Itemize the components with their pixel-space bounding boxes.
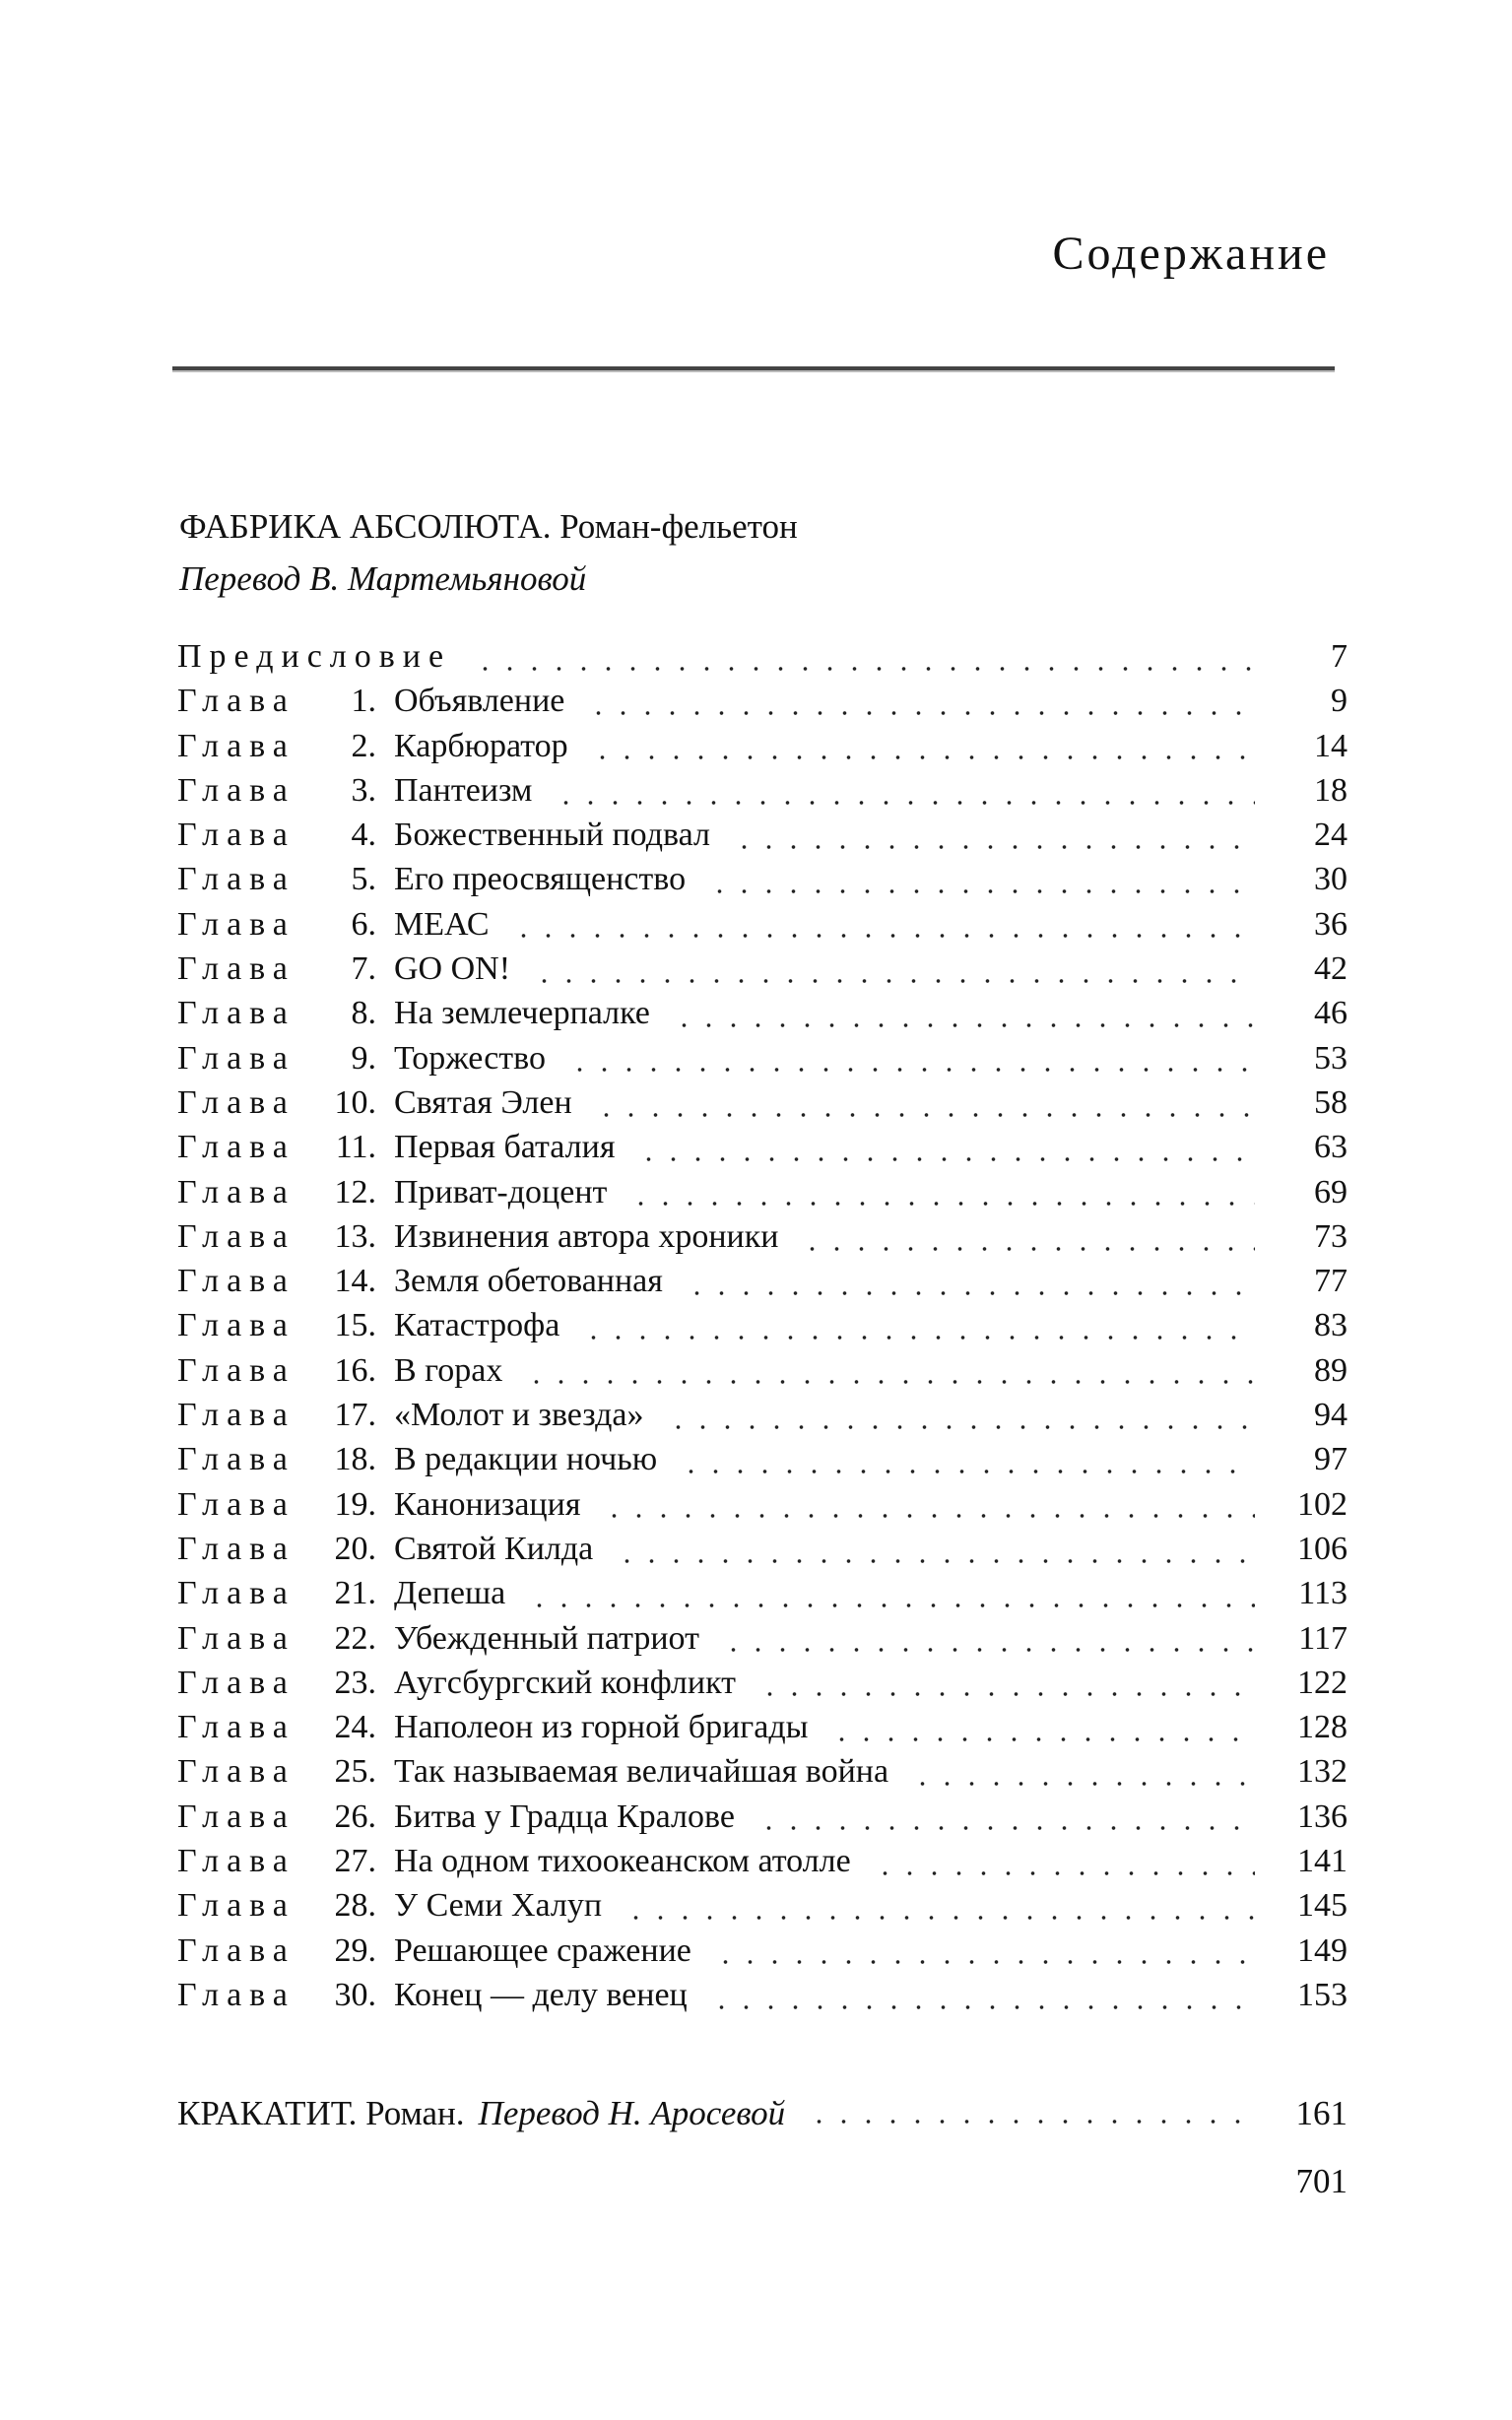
- toc-entry-label: [177, 728, 568, 765]
- toc-page-number: 53: [1314, 1039, 1348, 1077]
- dot-leader: [713, 1959, 1255, 1965]
- toc-entry-chapter[interactable]: [177, 1218, 1348, 1263]
- chapter-title: Первая баталия: [394, 1129, 616, 1166]
- toc-entry-preface[interactable]: [177, 638, 1348, 683]
- translator-credit: Перевод В. Мартемьяновой: [179, 559, 587, 598]
- chapter-word: Глава: [177, 1083, 296, 1121]
- toc-entry-chapter[interactable]: [177, 1441, 1348, 1485]
- chapter-title: На землечерпалке: [394, 995, 650, 1032]
- toc-entry-chapter[interactable]: [177, 1174, 1348, 1218]
- dot-leader: [709, 2004, 1255, 2010]
- chapter-word: Глава: [177, 1753, 296, 1791]
- chapter-title: В горах: [394, 1351, 503, 1389]
- toc-entry-chapter[interactable]: [177, 772, 1348, 817]
- toc-entry-chapter[interactable]: [177, 1932, 1348, 1977]
- chapter-title: Депеша: [394, 1575, 506, 1612]
- toc-entry-label: [177, 995, 650, 1032]
- chapter-word: Глава: [177, 727, 296, 764]
- toc-entry-chapter[interactable]: [177, 1665, 1348, 1709]
- toc-entry-chapter[interactable]: [177, 1887, 1348, 1931]
- toc-page-number: 94: [1314, 1397, 1348, 1434]
- chapter-title: МЕАС: [394, 905, 490, 943]
- chapter-word: Глава: [177, 1843, 296, 1880]
- chapter-number: 14.: [334, 1263, 376, 1300]
- toc-page-number: 136: [1297, 1798, 1348, 1835]
- chapter-number: 1.: [351, 683, 376, 720]
- chapter-title: Земля обетованная: [394, 1263, 663, 1300]
- toc-page-number: 73: [1314, 1217, 1348, 1255]
- chapter-number: 8.: [351, 995, 376, 1032]
- dot-leader: [581, 1335, 1255, 1341]
- chapter-number: 19.: [334, 1485, 376, 1523]
- chapter-number: 16.: [334, 1351, 376, 1389]
- toc-entry-label: [177, 1977, 688, 2014]
- chapter-title: Наполеон из горной бригады: [394, 1709, 809, 1746]
- dot-leader: [624, 1915, 1255, 1921]
- toc-page-number: 113: [1298, 1575, 1348, 1612]
- toc-entry-label: [177, 1307, 559, 1344]
- toc-entry-label: [177, 1040, 546, 1078]
- dot-leader: [473, 666, 1255, 672]
- chapter-number: 28.: [334, 1887, 376, 1925]
- title-rule: [172, 366, 1335, 372]
- toc-page-number: 97: [1314, 1441, 1348, 1478]
- toc-page-number: 14: [1314, 727, 1348, 764]
- dot-leader: [679, 1469, 1255, 1474]
- dot-leader: [554, 800, 1255, 806]
- toc-page-number: 149: [1297, 1931, 1348, 1969]
- dot-leader: [511, 933, 1255, 939]
- chapter-title: Карбюратор: [394, 727, 568, 764]
- toc-entry-chapter[interactable]: [177, 1129, 1348, 1173]
- chapter-title: В редакции ночью: [394, 1441, 658, 1478]
- toc-entry-label: [177, 817, 710, 854]
- toc-page-number: 46: [1314, 995, 1348, 1032]
- chapter-word: Глава: [177, 1441, 296, 1478]
- chapter-title: На одном тихоокеанском атолле: [394, 1843, 851, 1880]
- toc-entry-label: [177, 1575, 505, 1612]
- chapter-word: Глава: [177, 861, 296, 898]
- toc-entry-label: [177, 1084, 572, 1122]
- chapter-title: Аугсбургский конфликт: [394, 1664, 737, 1701]
- dot-leader: [707, 888, 1255, 894]
- second-work-title: КРАКАТИТ. Роман.: [177, 2094, 465, 2132]
- chapter-word: Глава: [177, 683, 296, 720]
- toc-page-number: 106: [1297, 1530, 1348, 1567]
- toc-page-number: 7: [1331, 638, 1348, 675]
- toc-entry-chapter[interactable]: [177, 1575, 1348, 1619]
- chapter-title: Пантеизм: [394, 771, 533, 809]
- toc-page-number: 122: [1297, 1664, 1348, 1701]
- toc-entry-label: [177, 1174, 607, 1211]
- chapter-word: Глава: [177, 1129, 296, 1166]
- chapter-word: Глава: [177, 1485, 296, 1523]
- chapter-title: Святая Элен: [394, 1083, 572, 1121]
- toc-page-number: 102: [1297, 1485, 1348, 1523]
- chapter-word: Глава: [177, 1931, 296, 1969]
- toc-entry-label: [177, 683, 564, 720]
- toc-entry-label: [177, 1263, 663, 1300]
- chapter-title: Божественный подвал: [394, 817, 710, 854]
- chapter-title: Святой Килда: [394, 1530, 594, 1567]
- chapter-number: 7.: [351, 950, 376, 988]
- toc-entry-chapter[interactable]: [177, 1263, 1348, 1307]
- dot-leader: [594, 1112, 1255, 1118]
- dot-leader: [756, 1825, 1255, 1831]
- chapter-number: 3.: [351, 771, 376, 809]
- chapter-number: 20.: [334, 1530, 376, 1567]
- page-title: Содержание: [1052, 228, 1330, 280]
- toc-entry-label: Предисловие: [177, 638, 452, 675]
- chapter-word: Глава: [177, 1173, 296, 1210]
- toc-page-number: 9: [1331, 683, 1348, 720]
- chapter-number: 29.: [334, 1931, 376, 1969]
- chapter-number: 27.: [334, 1843, 376, 1880]
- chapter-word: Глава: [177, 1217, 296, 1255]
- chapter-title: Объявление: [394, 683, 565, 720]
- toc-page-number: 63: [1314, 1129, 1348, 1166]
- toc-page-number: 69: [1314, 1173, 1348, 1210]
- chapter-title: Так называемая величайшая война: [394, 1753, 889, 1791]
- toc-page-number: 18: [1314, 771, 1348, 809]
- chapter-number: 13.: [334, 1217, 376, 1255]
- chapter-number: 30.: [334, 1976, 376, 2013]
- chapter-word: Глава: [177, 1397, 296, 1434]
- toc-page-number: 77: [1314, 1263, 1348, 1300]
- chapter-word: Глава: [177, 1887, 296, 1925]
- chapter-word: Глава: [177, 1575, 296, 1612]
- dot-leader: [829, 1736, 1255, 1742]
- chapter-title: Приват-доцент: [394, 1173, 608, 1210]
- toc-entry-label: [177, 950, 510, 988]
- toc-entry-chapter[interactable]: [177, 906, 1348, 950]
- toc-entry-chapter[interactable]: [177, 728, 1348, 772]
- chapter-title: Убежденный патриот: [394, 1619, 699, 1657]
- chapter-word: Глава: [177, 1976, 296, 2013]
- toc-entry-chapter[interactable]: [177, 1531, 1348, 1575]
- toc-entry-label: [177, 1352, 502, 1390]
- toc-entry-label: [177, 906, 490, 944]
- toc-entry-chapter[interactable]: [177, 1799, 1348, 1843]
- chapter-word: Глава: [177, 1039, 296, 1077]
- dot-leader: [757, 1691, 1255, 1697]
- chapter-title: Его преосвященство: [394, 861, 687, 898]
- toc-entry-label: [177, 861, 686, 898]
- dot-leader: [636, 1156, 1255, 1162]
- chapter-word: Глава: [177, 1530, 296, 1567]
- chapter-word: Глава: [177, 950, 296, 988]
- toc-entry-chapter[interactable]: [177, 683, 1348, 727]
- chapter-number: 22.: [334, 1619, 376, 1657]
- dot-leader: [602, 1513, 1255, 1519]
- toc-entry-label: [177, 1531, 593, 1568]
- toc-page-number: 117: [1298, 1619, 1348, 1657]
- page-folio: 701: [1295, 2162, 1348, 2200]
- chapter-title: Торжество: [394, 1039, 546, 1077]
- dot-leader: [527, 1602, 1255, 1608]
- toc-page-number: 36: [1314, 905, 1348, 943]
- chapter-title: Катастрофа: [394, 1307, 560, 1344]
- toc-entry-label: [177, 1441, 657, 1478]
- dot-leader: [567, 1067, 1255, 1073]
- chapter-word: Глава: [177, 995, 296, 1032]
- chapter-word: Глава: [177, 1619, 296, 1657]
- dot-leader: [732, 844, 1255, 850]
- toc-page-number: 30: [1314, 861, 1348, 898]
- chapter-number: 17.: [334, 1397, 376, 1434]
- toc-entry-label: [177, 1709, 808, 1746]
- toc-entry-chapter[interactable]: [177, 1753, 1348, 1798]
- toc-entry-label: [177, 1129, 615, 1166]
- chapter-number: 6.: [351, 905, 376, 943]
- chapter-word: Глава: [177, 1798, 296, 1835]
- dot-leader: [807, 2119, 1255, 2125]
- dot-leader: [910, 1781, 1255, 1787]
- chapter-title: Извинения автора хроники: [394, 1217, 779, 1255]
- toc-entry-chapter[interactable]: [177, 1352, 1348, 1397]
- chapter-title: GO ON!: [394, 950, 511, 988]
- chapter-word: Глава: [177, 1664, 296, 1701]
- toc-page-number: 42: [1314, 950, 1348, 988]
- dot-leader: [672, 1022, 1255, 1028]
- toc-entry-label: [177, 1665, 736, 1702]
- toc-entry-label: [177, 772, 532, 810]
- chapter-number: 21.: [334, 1575, 376, 1612]
- chapter-title: Конец — делу венец: [394, 1976, 688, 2013]
- toc-entry-chapter[interactable]: [177, 1040, 1348, 1084]
- dot-leader: [800, 1246, 1255, 1252]
- chapter-number: 23.: [334, 1664, 376, 1701]
- chapter-number: 15.: [334, 1307, 376, 1344]
- chapter-number: 4.: [351, 817, 376, 854]
- dot-leader: [532, 978, 1255, 984]
- dot-leader: [586, 710, 1255, 716]
- toc-entry-label: [177, 1218, 778, 1256]
- toc-page-number: 24: [1314, 817, 1348, 854]
- toc-entry-chapter[interactable]: [177, 1486, 1348, 1531]
- toc-page-number: 128: [1297, 1709, 1348, 1746]
- chapter-title: Решающее сражение: [394, 1931, 691, 1969]
- chapter-list: [177, 683, 1348, 2021]
- toc-entry-label: [177, 1843, 851, 1880]
- chapter-title: «Молот и звезда»: [394, 1397, 644, 1434]
- chapter-word: Глава: [177, 1307, 296, 1344]
- chapter-word: Глава: [177, 905, 296, 943]
- toc-entry-label: [177, 1486, 580, 1524]
- dot-leader: [666, 1424, 1255, 1430]
- chapter-number: 26.: [334, 1798, 376, 1835]
- toc-entry-chapter[interactable]: [177, 1307, 1348, 1351]
- chapter-number: 2.: [351, 727, 376, 764]
- toc-page-number: 89: [1314, 1351, 1348, 1389]
- table-of-contents: [177, 638, 1348, 2021]
- dot-leader: [615, 1558, 1255, 1564]
- chapter-number: 25.: [334, 1753, 376, 1791]
- chapter-word: Глава: [177, 771, 296, 809]
- chapter-number: 11.: [335, 1129, 376, 1166]
- chapter-number: 10.: [334, 1083, 376, 1121]
- chapter-word: Глава: [177, 1351, 296, 1389]
- dot-leader: [685, 1290, 1255, 1296]
- toc-entry-chapter[interactable]: [177, 950, 1348, 995]
- chapter-title: Битва у Градца Кралове: [394, 1798, 735, 1835]
- work-title: ФАБРИКА АБСОЛЮТА. Роман-фельетон: [179, 507, 798, 546]
- chapter-word: Глава: [177, 1709, 296, 1746]
- toc-entry-label: [177, 1397, 644, 1434]
- chapter-title: Канонизация: [394, 1485, 581, 1523]
- chapter-number: 9.: [351, 1039, 376, 1077]
- toc-page-number: 145: [1297, 1887, 1348, 1925]
- toc-entry-chapter[interactable]: [177, 1084, 1348, 1129]
- chapter-number: 12.: [334, 1173, 376, 1210]
- toc-entry-chapter[interactable]: [177, 995, 1348, 1039]
- toc-entry-chapter[interactable]: [177, 1620, 1348, 1665]
- toc-entry-chapter[interactable]: [177, 1843, 1348, 1887]
- dot-leader: [628, 1201, 1255, 1207]
- toc-entry-chapter[interactable]: [177, 817, 1348, 861]
- toc-page-number: 58: [1314, 1083, 1348, 1121]
- toc-entry-label: [177, 1932, 691, 1970]
- chapter-title: У Семи Халуп: [394, 1887, 603, 1925]
- chapter-word: Глава: [177, 1263, 296, 1300]
- chapter-number: 24.: [334, 1709, 376, 1746]
- toc-page-number: 141: [1297, 1843, 1348, 1880]
- toc-page-number: 153: [1297, 1976, 1348, 2013]
- dot-leader: [873, 1870, 1255, 1876]
- toc-entry-chapter[interactable]: [177, 861, 1348, 905]
- chapter-number: 18.: [334, 1441, 376, 1478]
- toc-entry-chapter[interactable]: [177, 1709, 1348, 1753]
- chapter-number: 5.: [351, 861, 376, 898]
- chapter-word: Глава: [177, 817, 296, 854]
- dot-leader: [721, 1647, 1255, 1653]
- second-work-translator: Перевод Н. Аросевой: [478, 2094, 786, 2132]
- toc-entry-chapter[interactable]: [177, 1977, 1348, 2021]
- dot-leader: [590, 754, 1255, 760]
- toc-entry-label: [177, 1753, 888, 1791]
- toc-entry-label: [177, 1620, 699, 1658]
- toc-page-number: 132: [1297, 1753, 1348, 1791]
- toc-entry-krakatit[interactable]: [177, 2094, 1348, 2133]
- toc-entry-label: [177, 1799, 735, 1836]
- toc-page-number: 83: [1314, 1307, 1348, 1344]
- toc-entry-chapter[interactable]: [177, 1397, 1348, 1441]
- dot-leader: [524, 1379, 1255, 1385]
- toc-entry-label: [177, 1887, 602, 1925]
- toc-page-number: 161: [1295, 2094, 1348, 2132]
